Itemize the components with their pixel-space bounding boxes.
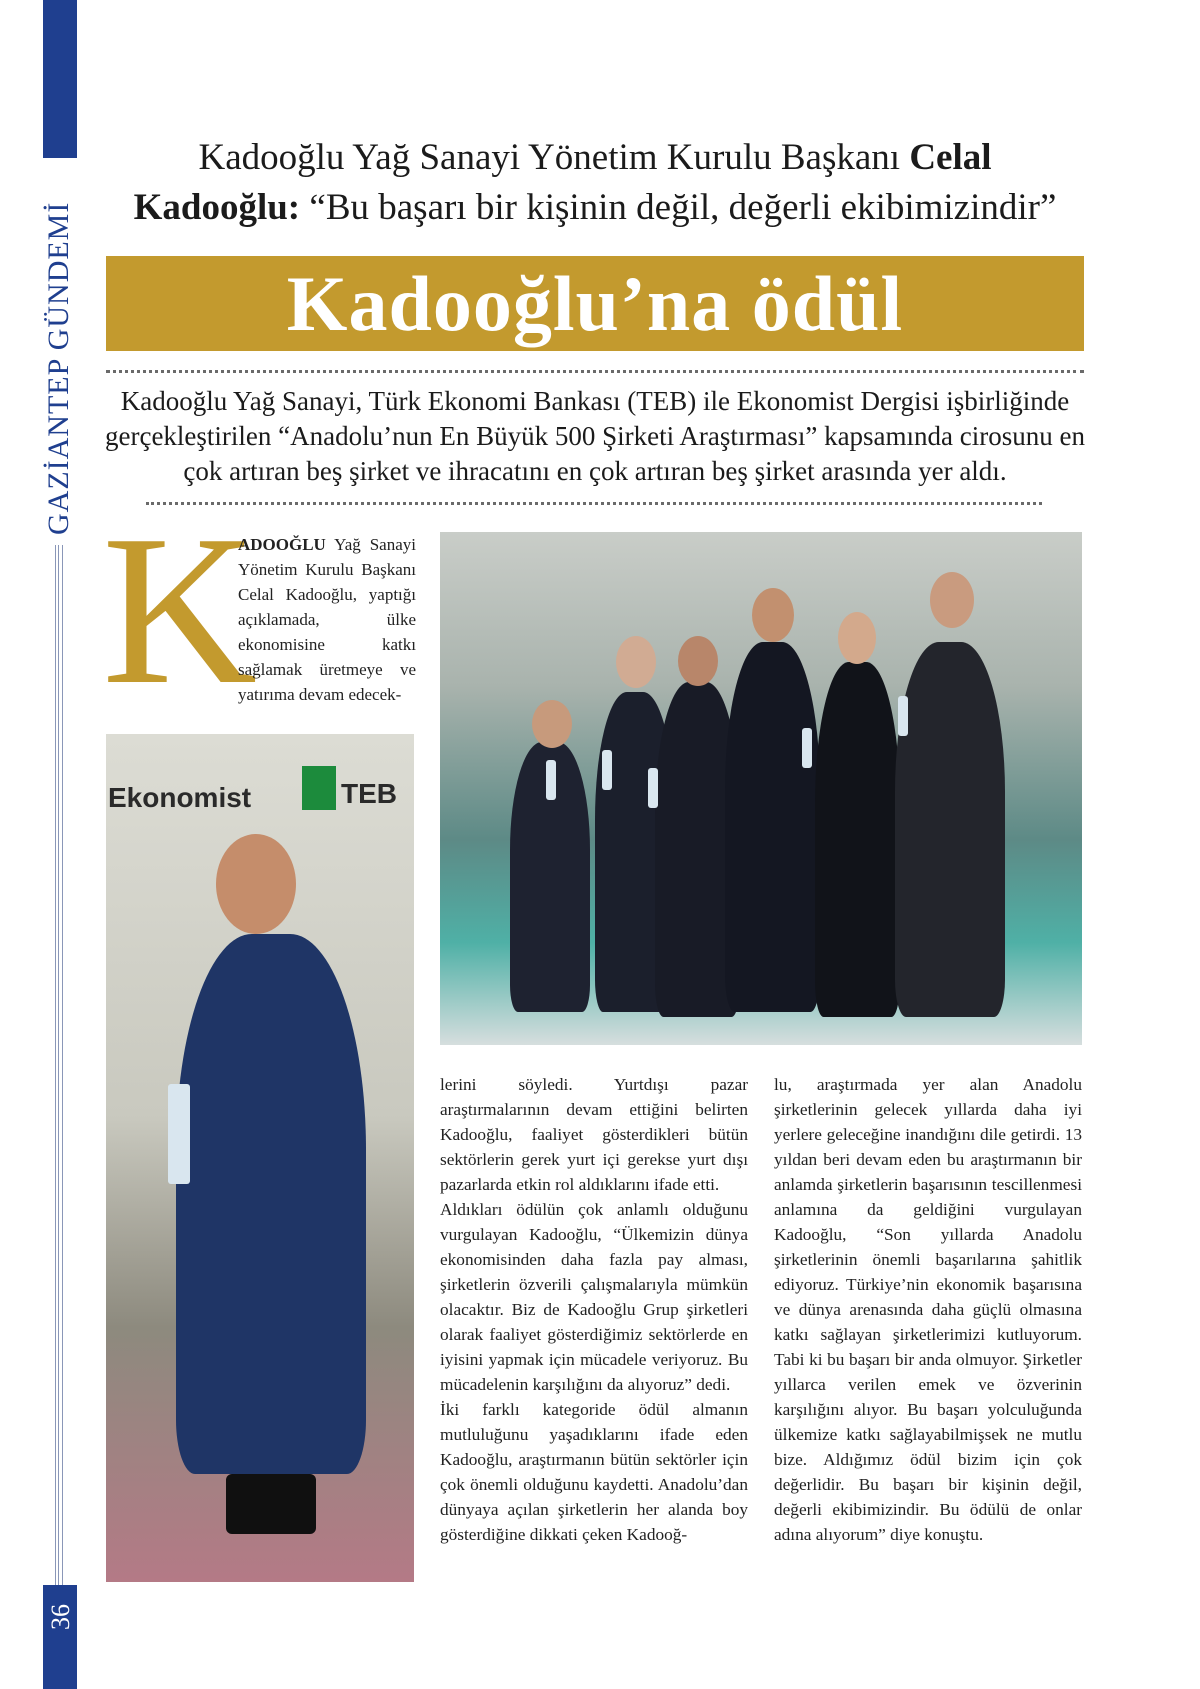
person-head bbox=[216, 834, 296, 934]
paragraph: lu, araştırmada yer alan Anadolu şirketlerinin gelecek yıllarda daha iyi yerlere geleceğine inandığını dile getirdi. 13 yıldan beri devam eden bu araştırmanın bir anlamda şirketlerin başarısının tescillenmesi anlamına da geldiğini vurgulayan Kadooğlu, “Son yıllarda Anadolu şirketlerinin önemli başarılarına şahitlik ediyoruz. Türkiye’nin ekonomik başarısına ve dünya arenasında daha güçlü olmasına katkı sağlayan şirketlerimizi kutluyorum. Tabi ki bu başarı bir anda olmuyor. Şirketler yıllarca verilen emek ve özverinin karşılığını alıyor. Bu başarı yolculuğunda ülkemize katkı sağlayabilmişsek ne mutlu bize. Aldığımız ödül bizim için çok değerlidir. Bu başarı bir kişinin değil, değerli ekibimizindir. Bu ödülü de onlar adına alıyorum” diye konuştu. bbox=[774, 1075, 1082, 1544]
group-photo bbox=[440, 532, 1082, 1045]
person-head bbox=[678, 636, 718, 686]
person-head bbox=[616, 636, 656, 688]
page-number: 36 bbox=[46, 1604, 75, 1630]
person-head bbox=[532, 700, 572, 748]
person-figure bbox=[176, 934, 366, 1474]
brand-box bbox=[43, 0, 77, 158]
portrait-photo bbox=[106, 734, 414, 1582]
intro-bold: ADOOĞLU bbox=[238, 535, 326, 554]
article-column-right bbox=[774, 1072, 1082, 1547]
person-shoes bbox=[226, 1474, 316, 1534]
person-figure bbox=[815, 662, 900, 1017]
kicker-name-1: Celal bbox=[909, 137, 992, 178]
brand-logo: BOSS bbox=[6, 34, 39, 116]
person-figure bbox=[895, 642, 1005, 1017]
intro-text: Yağ Sanayi Yönetim Kurulu Başkanı Celal Kadooğlu, yaptığı açıklamada, ülke ekonomisine katkı sağlamak üretmeye ve yatırıma devam edecek- bbox=[238, 535, 416, 704]
article-column-middle bbox=[440, 1072, 748, 1547]
trophy-icon bbox=[898, 696, 908, 736]
trophy-icon bbox=[168, 1084, 190, 1184]
sidebar-rule bbox=[55, 545, 63, 1585]
page-title: Kadooğlu’na ödül bbox=[286, 260, 904, 347]
kicker-quote: “Bu başarı bir kişinin değil, değerli ekibimizindir” bbox=[309, 187, 1057, 228]
paragraph: İki farklı kategoride ödül almanın mutluluğunu yaşadıklarını ifade eden Kadooğlu, araştırmanın bütün sektörler için çok önemli olduğunu kaydetti. Anadolu’dan dünyaya açılan şirketlerin her alanda boy gösterdiğine dikkati çeken Kadooğ- bbox=[440, 1400, 748, 1544]
paragraph: Aldıkları ödülün çok anlamlı olduğunu vurgulayan Kadooğlu, “Ülkemizin dünya ekonomisinden daha fazla pay alması, şirketlerin özverili çalışmalarıyla mümkün olacaktır. Biz de Kadooğlu Grup şirketleri olarak faaliyet gösterdiğimiz sektörlerde en iyisini yapmak için mücadele veriyoruz. Bu mücadelenin karşılığını da alıyoruz” dedi. bbox=[440, 1200, 748, 1394]
person-head bbox=[930, 572, 974, 628]
trophy-icon bbox=[546, 760, 556, 800]
kicker-name-2: Kadooğlu: bbox=[133, 187, 301, 228]
title-banner bbox=[106, 256, 1084, 351]
intro-paragraph bbox=[238, 532, 416, 707]
teb-logo-text: TEB bbox=[341, 778, 397, 809]
trophy-icon bbox=[802, 728, 812, 768]
person-figure bbox=[725, 642, 820, 1012]
person-head bbox=[752, 588, 794, 642]
kicker bbox=[100, 133, 1090, 233]
teb-logo-icon bbox=[302, 766, 336, 810]
section-label: GAZİANTEP GÜNDEMİ bbox=[42, 201, 75, 535]
trophy-icon bbox=[602, 750, 612, 790]
dotted-divider-top bbox=[106, 370, 1084, 373]
paragraph: lerini söyledi. Yurtdışı pazar araştırmalarının devam ettiğini belirten Kadooğlu, faaliyet gösterdikleri bütün sektörlerin gerek yurt içi gerekse yurt dışı pazarlarda etkin rol aldıklarını ifade etti. bbox=[440, 1075, 748, 1194]
lede: Kadooğlu Yağ Sanayi, Türk Ekonomi Bankası (TEB) ile Ekonomist Dergisi işbirliğinde gerçekleştirilen “Anadolu’nun En Büyük 500 Şirketi Araştırması” kapsamında cirosunu en çok artıran beş şirket ve ihracatını en çok artıran beş şirket arasında yer aldı. bbox=[104, 386, 1085, 486]
person-head bbox=[838, 612, 876, 664]
trophy-icon bbox=[648, 768, 658, 808]
kicker-prefix: Kadooğlu Yağ Sanayi Yönetim Kurulu Başkanı bbox=[198, 137, 901, 178]
sidebar-rule-inner bbox=[58, 545, 59, 1585]
ekonomist-logo: Ekonomist bbox=[108, 782, 252, 813]
dotted-divider-bottom bbox=[146, 502, 1042, 505]
drop-cap: K bbox=[102, 490, 258, 729]
